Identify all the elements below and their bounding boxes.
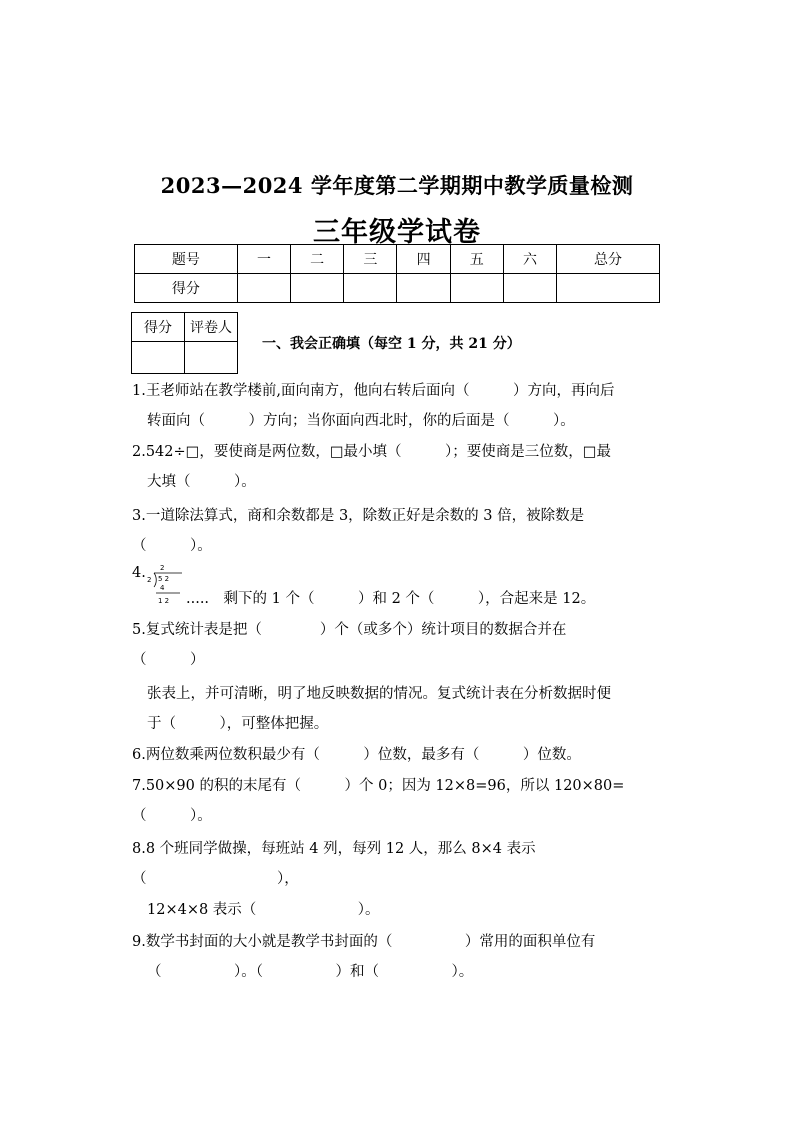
question-line: 6.两位数乘两位数积最少有（ ）位数，最多有（ ）位数。 [132,747,581,763]
score-header-cell: 题号 [135,245,238,274]
question-line: 1.王老师站在教学楼前,面向南方，他向右转后面向（ ）方向，再向后 [132,383,615,399]
score-header-cell: 二 [291,245,344,274]
question-line: 于（ ），可整体把握。 [147,716,329,732]
question-line: 张表上，并可清晰，明了地反映数据的情况。复式统计表在分析数据时便 [147,686,611,702]
score-header-cell: 五 [450,245,503,274]
score-header-cell: 一 [237,245,290,274]
question-line: 7.50×90 的积的末尾有（ ）个 0；因为 12×8=96，所以 120×80= [132,778,625,794]
question-line: （ ） [132,652,205,668]
score-cell [450,274,503,303]
grader-name-label: 评卷人 [185,313,238,342]
question-line: （ ）， [132,871,299,887]
question-line: 2.542÷□，要使商是两位数，□最小填（ ）；要使商是三位数，□最 [132,444,612,460]
score-cell [237,274,290,303]
question-line: 3.一道除法算式，商和余数都是 3，除数正好是余数的 3 倍，被除数是 [132,508,585,524]
question-line: 9.数学书封面的大小就是教学书封面的（ ）常用的面积单位有 [132,934,596,950]
question-line: 大填（ ）。 [147,474,256,490]
division-remainder: 1 2 [158,597,170,605]
score-cell [291,274,344,303]
question-line: 8.8 个班同学做操，每班站 4 列，每列 12 人，那么 8×4 表示 [132,841,536,857]
long-division-figure [146,563,186,607]
exam-title: 2023—2024 学年度第二学期期中教学质量检测 [160,173,634,198]
question-line: （ ）。（ ）和（ ）。 [147,964,474,980]
question-line: 12×4×8 表示（ ）。 [147,902,380,918]
exam-subtitle: 三年级学试卷 [313,217,481,248]
score-table-header-row [135,245,660,274]
division-dividend: 5 2 [158,575,170,583]
score-header-cell: 四 [397,245,450,274]
grader-score-cell [132,342,185,374]
question-line: （ ）。 [132,808,212,824]
score-cell [503,274,556,303]
score-cell [557,274,660,303]
grader-name-cell [185,342,238,374]
score-header-cell: 总分 [557,245,660,274]
division-divisor: 2 [147,576,152,584]
score-cell [344,274,397,303]
score-row-label: 得分 [135,274,238,303]
score-header-cell: 三 [344,245,397,274]
question-line: ..... 剩下的 1 个（ ）和 2 个（ ），合起来是 12。 [186,591,596,607]
division-quotient: 2 [160,564,165,572]
score-table-score-row [135,274,660,303]
grader-box [131,312,238,374]
section-title: 一、我会正确填（每空 1 分，共 21 分） [262,336,521,352]
division-step: 4 [160,584,165,592]
score-table [134,244,660,303]
grader-score-label: 得分 [132,313,185,342]
score-cell [397,274,450,303]
question-line: 5.复式统计表是把（ ）个（或多个）统计项目的数据合并在 [132,622,567,638]
question-line: （ ）。 [132,538,212,554]
score-header-cell: 六 [503,245,556,274]
question-line: 转面向（ ）方向；当你面向西北时，你的后面是（ ）。 [147,413,575,429]
question-number: 4. [132,565,146,581]
